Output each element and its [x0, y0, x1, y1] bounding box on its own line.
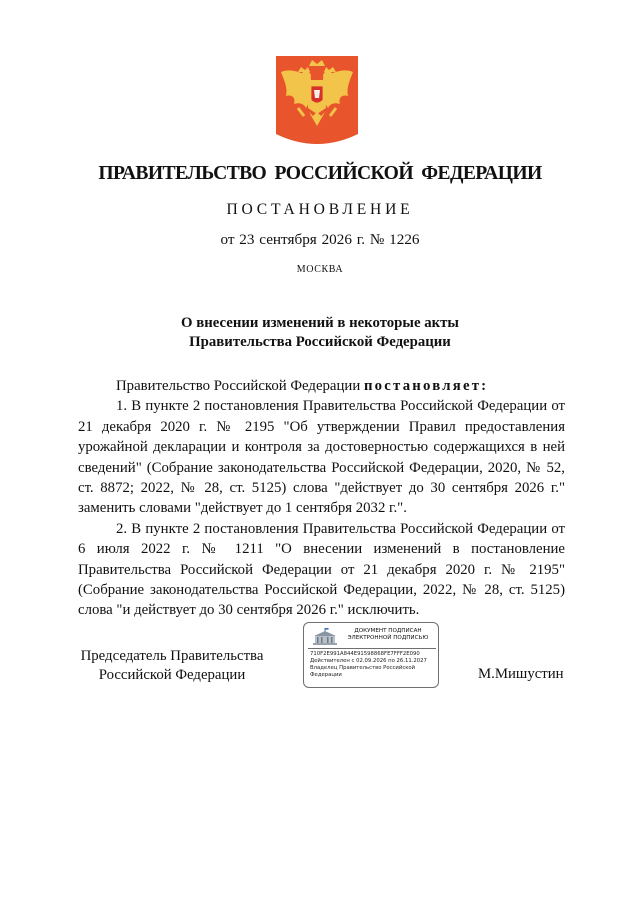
signer-position-line-2: Российской Федерации [98, 667, 246, 683]
stamp-validity: Действителен с 02.09.2026 по 26.11.2027 [310, 658, 427, 664]
intro-text: Правительство Российской Федерации [116, 378, 361, 394]
document-subject [0, 314, 640, 352]
stamp-header [308, 626, 436, 649]
stamp-title-line-2: ЭЛЕКТРОННОЙ ПОДПИСЬЮ [347, 635, 429, 642]
paragraph-2: 2. В пункте 2 постановления Правительства Российской Федерации от 6 июля 2022 г. № 1211 "О внесении изменений в постановление Правительства Российской Федерации от 21 декабря 2020 г. № 2195" (Собрание законодательства Российской Федерации, 2022, № 28, ст. 5125) слова "и действует до 30 сентября 2026 г." исключить. [78, 520, 565, 619]
government-building-icon [310, 628, 340, 646]
paragraph-1: 1. В пункте 2 постановления Правительства Российской Федерации от 21 декабря 2020 г. № 2195 "Об утверждении Правил предоставления урожайной декларации и контроля за достоверностью содержащихся в ней сведений" (Собрание законодательства Российской Федерации, 2020, № 52, ст. 8872; 2022, № 28, ст. 5125) слова "действует до 30 сентября 2026 г." заменить словами "действует до 1 сентября 2032 г.". [78, 398, 565, 517]
document-city: МОСКВА [296, 264, 344, 275]
government-name: ПРАВИТЕЛЬСТВО РОССИЙСКОЙ ФЕДЕРАЦИИ [98, 163, 542, 184]
stamp-title [342, 628, 434, 643]
electronic-signature-stamp [303, 622, 439, 688]
stamp-owner-line-2: Федерации [310, 672, 342, 678]
stamp-owner-line-1: Владелец Правительство Российской [310, 665, 416, 671]
document-type: ПОСТАНОВЛЕНИЕ [226, 201, 414, 218]
document-body [78, 376, 565, 621]
signer-name: М.Мишустин [478, 666, 564, 682]
subject-line-1: О внесении изменений в некоторые акты [181, 315, 459, 331]
stamp-certificate: 710F2E991A844E91598868FE7FFF2E090 [310, 651, 420, 657]
document-date-number: от 23 сентября 2026 г. № 1226 [220, 231, 420, 248]
signer-position-line-1: Председатель Правительства [80, 648, 264, 664]
intro-paragraph [78, 376, 565, 396]
signer-position [66, 647, 278, 685]
stamp-title-line-1: ДОКУМЕНТ ПОДПИСАН [354, 628, 422, 634]
intro-verb: постановляет: [363, 378, 489, 394]
subject-line-2: Правительства Российской Федерации [189, 334, 451, 350]
coat-of-arms-icon [276, 56, 358, 144]
